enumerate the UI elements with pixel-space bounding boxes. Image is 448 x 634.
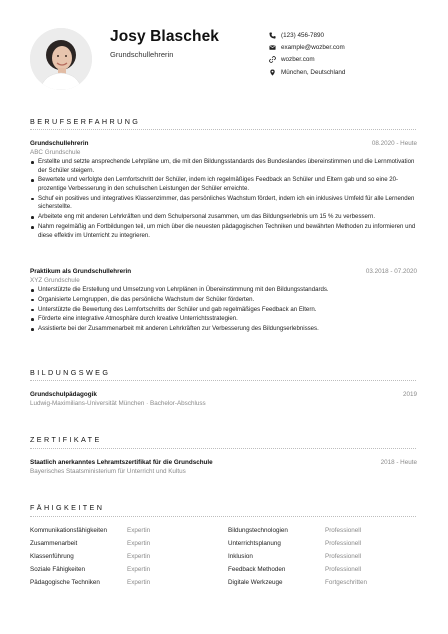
- contact-website: [268, 54, 438, 66]
- job-position: Praktikum als Grundschullehrerin: [30, 268, 132, 275]
- job-company: XYZ Grundschule: [30, 277, 80, 284]
- skill-level: Expertin: [127, 539, 151, 547]
- education-institution: Ludwig-Maximilians-Universität München · Bachelor-Abschluss: [30, 400, 206, 407]
- section-divider: [30, 129, 416, 130]
- job-bullet-list: [30, 158, 418, 241]
- skill-level: Professionell: [325, 539, 362, 547]
- section-divider: [30, 380, 416, 381]
- skill-name: Pädagogische Techniken: [30, 578, 100, 586]
- skill-level: Expertin: [127, 527, 151, 534]
- skill-name: Digitale Werkzeuge: [228, 578, 283, 586]
- job-bullet-list: [30, 286, 418, 335]
- education-degree: Grundschulpädagogik: [30, 391, 97, 398]
- section-divider: [30, 448, 416, 449]
- skill-level: Fortgeschritten: [325, 578, 367, 586]
- job-company: ABC Grundschule: [30, 149, 81, 156]
- candidate-job-title: Grundschullehrerin: [110, 50, 174, 59]
- email-icon: [268, 43, 277, 52]
- skill-level: Professionell: [325, 527, 362, 534]
- education-date: 2019: [402, 391, 417, 398]
- skill-row: [30, 566, 418, 579]
- skill-name: Klassenführung: [30, 552, 74, 560]
- skill-name: Inklusion: [228, 552, 253, 560]
- certificate-date: 2018 - Heute: [380, 459, 417, 466]
- job-bullet: Organisierte Lerngruppen, die das persönliche Wachstum der Schüler förderten.: [30, 296, 418, 305]
- contact-email: [268, 41, 438, 53]
- profile-photo: [30, 28, 92, 90]
- job-bullet: Unterstützte die Bewertung des Lernfortschritts der Schüler und gab regelmäßiges Feedback an Eltern.: [30, 306, 418, 315]
- contact-phone: [268, 29, 438, 41]
- skill-name: Unterrichtsplanung: [228, 539, 281, 547]
- skill-level: Professionell: [325, 565, 362, 573]
- skills-grid: [30, 527, 418, 591]
- skill-name: Zusammenarbeit: [30, 539, 78, 547]
- section-title-certificates: ZERTIFIKATE: [30, 435, 102, 444]
- contact-email-text[interactable]: example@wozber.com: [281, 43, 345, 51]
- contact-phone-text: (123) 456-7890: [281, 31, 325, 39]
- skill-name: Kommunikationsfähigkeiten: [30, 527, 108, 534]
- section-title-experience: BERUFSERFAHRUNG: [30, 117, 141, 126]
- job-bullet: Erstellte und setzte ansprechende Lehrpläne um, die mit den Bildungsstandards des Bundeslandes übereinstimmen und die Lernmotivation der Schüler steigern.: [30, 158, 418, 175]
- job-bullet: Arbeitete eng mit anderen Lehrkräften und dem Schulpersonal zusammen, um das Bildungserlebnis um 15 % zu verbessern.: [30, 213, 418, 222]
- certificate-name: Staatlich anerkanntes Lehramtszertifikat für die Grundschule: [30, 459, 213, 466]
- job-position: Grundschullehrerin: [30, 140, 89, 147]
- job-date: 08.2020 - Heute: [371, 140, 417, 147]
- link-icon: [268, 55, 277, 64]
- candidate-name: Josy Blaschek: [110, 28, 220, 45]
- certificate-issuer: Bayerisches Staatsministerium für Unterricht und Kultus: [30, 468, 186, 475]
- skill-row: [30, 579, 418, 592]
- skill-level: Expertin: [127, 565, 151, 573]
- skill-name: Bildungstechnologien: [228, 527, 288, 534]
- job-bullet: Nahm regelmäßig an Fortbildungen teil, um mich über die neuesten pädagogischen Techniken und bewährten Methoden zu informieren und diese effektiv im Unterricht zu integrieren.: [30, 223, 418, 240]
- job-bullet: Assistierte bei der Zusammenarbeit mit anderen Lehrkräften zur Verbesserung des Bildungserlebnisses.: [30, 325, 418, 334]
- skill-row: [30, 527, 418, 540]
- job-bullet: Bewertete und verfolgte den Lernfortschritt der Schüler, indem ich regelmäßiges Feedback an Schüler und Eltern gab und so eine 20-prozentige Verbesserung in den schulischen Leistungen der Schüler erreichte.: [30, 176, 418, 193]
- contact-location-text: München, Deutschland: [281, 68, 346, 76]
- job-bullet: Schuf ein positives und integratives Klassenzimmer, das persönliches Wachstum fördert, indem ich ein inklusives Umfeld für alle Lernenden sicherstellte.: [30, 195, 418, 212]
- skill-name: Feedback Methoden: [228, 565, 286, 573]
- skill-row: [30, 553, 418, 566]
- skill-level: Expertin: [127, 552, 151, 560]
- job-bullet: Unterstützte die Erstellung und Umsetzung von Lehrplänen in Übereinstimmung mit den Bildungsstandards.: [30, 286, 418, 295]
- section-divider: [30, 516, 416, 517]
- skill-row: [30, 540, 418, 553]
- location-pin-icon: [268, 68, 277, 77]
- contact-website-text[interactable]: wozber.com: [281, 56, 315, 64]
- contact-list: [268, 29, 438, 78]
- contact-location: [268, 66, 438, 78]
- section-title-skills: FÄHIGKEITEN: [30, 503, 105, 512]
- skill-level: Expertin: [127, 578, 151, 586]
- section-title-education: BILDUNGSWEG: [30, 368, 111, 377]
- phone-icon: [268, 31, 277, 40]
- job-date: 03.2018 - 07.2020: [365, 268, 417, 275]
- skill-name: Soziale Fähigkeiten: [30, 565, 85, 573]
- job-bullet: Förderte eine integrative Atmosphäre durch kreative Unterrichtsstrategien.: [30, 315, 418, 324]
- skill-level: Professionell: [325, 552, 362, 560]
